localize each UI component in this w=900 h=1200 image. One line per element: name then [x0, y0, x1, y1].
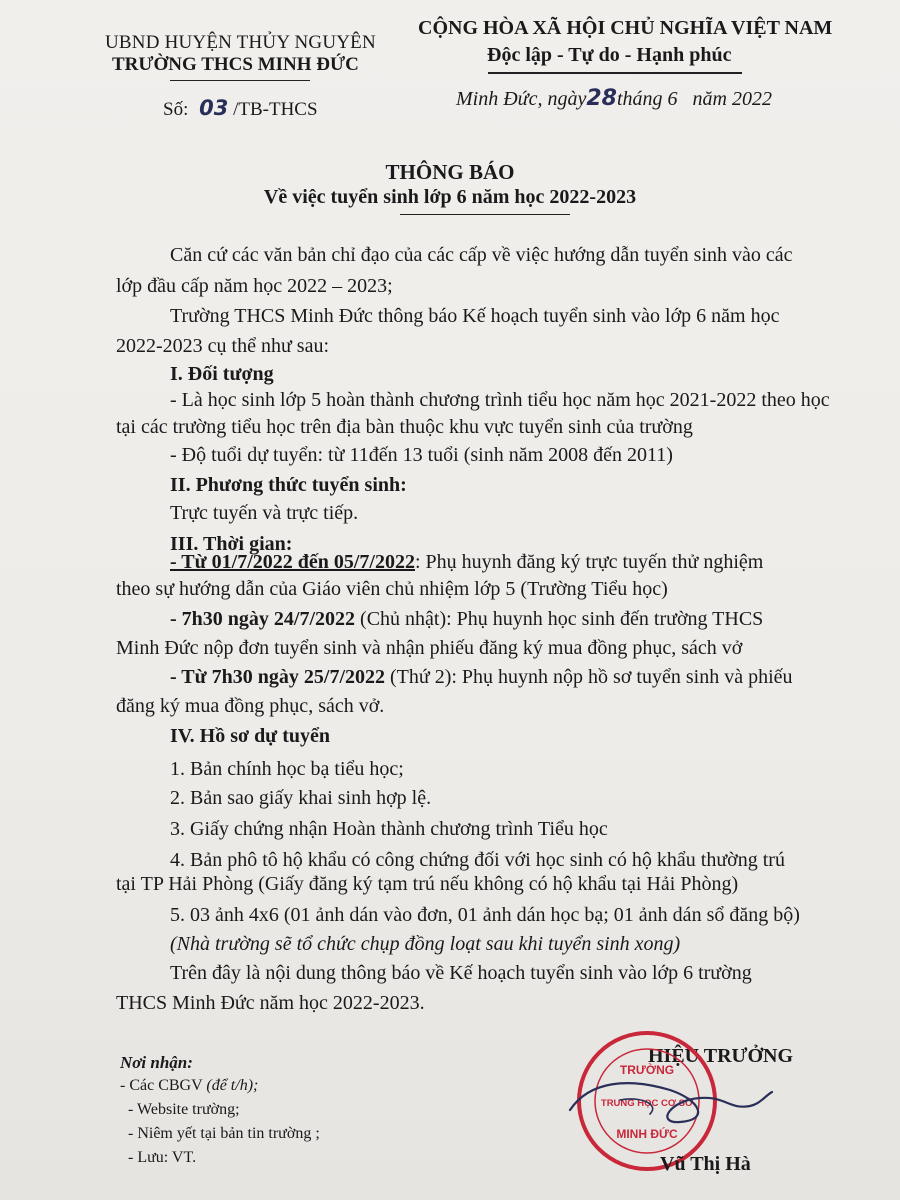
- section-3-item1-line2: theo sự hướng dẫn của Giáo viên chủ nhiệm lớp 5 (Trường Tiểu học): [116, 578, 668, 600]
- document-subtitle: Về việc tuyển sinh lớp 6 năm học 2022-2023: [263, 186, 637, 208]
- closing-line2: THCS Minh Đức năm học 2022-2023.: [116, 992, 425, 1014]
- section-4-item4: 4. Bản phô tô hộ khẩu có công chứng đối với học sinh có hộ khẩu thường trú: [170, 849, 785, 871]
- item1-date: - Từ 01/7/2022 đến 05/7/2022: [170, 551, 415, 573]
- section-3-item3-line2: đăng ký mua đồng phục, sách vở.: [116, 695, 385, 717]
- item2-date: - 7h30 ngày 24/7/2022: [170, 608, 356, 630]
- section-2-line1: Trực tuyến và trực tiếp.: [170, 502, 359, 524]
- section-3-item2: [170, 608, 763, 631]
- item3-date: - Từ 7h30 ngày 25/7/2022: [170, 666, 385, 688]
- reference-prefix: Số:: [163, 99, 189, 120]
- issuer-school: TRƯỜNG THCS MINH ĐỨC: [112, 54, 359, 75]
- subtitle-underline: [400, 214, 570, 215]
- intro-p2-line2: 2022-2023 cụ thể như sau:: [116, 335, 330, 357]
- handwritten-signature: [560, 1060, 780, 1140]
- section-4-heading: IV. Hồ sơ dự tuyển: [170, 725, 330, 747]
- intro-p2-line1: Trường THCS Minh Đức thông báo Kế hoạch tuyển sinh vào lớp 6 năm học: [170, 305, 780, 327]
- reference-handwritten-number: 03: [199, 96, 229, 120]
- section-3-item3: [170, 666, 793, 689]
- item1-text: : Phụ huynh đăng ký trực tuyến thử nghiệm: [415, 551, 764, 573]
- motto-underline: [488, 72, 742, 74]
- date-prefix: Minh Đức, ngày: [456, 88, 587, 110]
- reference-number: [163, 96, 318, 121]
- reference-suffix: /TB-THCS: [233, 99, 318, 120]
- section-1-line1: - Là học sinh lớp 5 hoàn thành chương trình tiểu học năm học 2021-2022 theo học: [170, 389, 830, 411]
- seal-text-bottom: MINH ĐỨC: [616, 1127, 678, 1141]
- recipient-1-note: (để t/h);: [206, 1077, 259, 1094]
- seal-text-middle: TRUNG HỌC CƠ SỞ: [600, 1098, 694, 1109]
- recipient-1-text: - Các CBGV: [120, 1077, 203, 1094]
- section-4-note: (Nhà trường sẽ tổ chức chụp đồng loạt sau khi tuyển sinh xong): [170, 933, 681, 955]
- section-4-item5: 5. 03 ảnh 4x6 (01 ảnh dán vào đơn, 01 ảnh dán học bạ; 01 ảnh dán sổ đăng bộ): [170, 904, 800, 926]
- signature-role: HIỆU TRƯỞNG: [648, 1045, 794, 1067]
- recipient-4: - Lưu: VT.: [128, 1149, 197, 1166]
- section-3-item2-line2: Minh Đức nộp đơn tuyển sinh và nhận phiếu đăng ký mua đồng phục, sách vở: [116, 637, 743, 659]
- section-4-item2: 2. Bản sao giấy khai sinh hợp lệ.: [170, 787, 432, 809]
- issuer-underline: [170, 80, 310, 81]
- issue-date: [456, 86, 772, 111]
- item2-text: (Chủ nhật): Phụ huynh học sinh đến trường THCS: [355, 608, 764, 630]
- issuer-authority: UBND HUYỆN THỦY NGUYÊN: [105, 32, 376, 53]
- recipient-2: - Website trường;: [128, 1101, 240, 1118]
- section-4-item1: 1. Bản chính học bạ tiểu học;: [170, 758, 404, 780]
- section-2-heading: II. Phương thức tuyển sinh:: [170, 474, 407, 496]
- national-motto: Độc lập - Tự do - Hạnh phúc: [487, 44, 732, 66]
- seal-text-top: TRƯỜNG: [619, 1063, 675, 1077]
- recipients-heading: Nơi nhận:: [120, 1053, 193, 1072]
- intro-p1-line1: Căn cứ các văn bản chỉ đạo của các cấp về việc hướng dẫn tuyển sinh vào các: [170, 244, 793, 266]
- section-1-line3: - Độ tuổi dự tuyển: từ 11đến 13 tuổi (sinh năm 2008 đến 2011): [170, 444, 673, 466]
- date-month: tháng 6: [616, 88, 678, 110]
- document-title: THÔNG BÁO: [385, 160, 515, 184]
- section-3-heading: III. Thời gian:: [170, 533, 293, 555]
- recipient-3: - Niêm yết tại bản tin trường ;: [128, 1125, 320, 1142]
- date-handwritten-day: 28: [586, 86, 617, 111]
- section-3-item1: [170, 551, 763, 574]
- intro-p1-line2: lớp đầu cấp năm học 2022 – 2023;: [116, 275, 393, 297]
- closing-line1: Trên đây là nội dung thông báo về Kế hoạch tuyển sinh vào lớp 6 trường: [170, 962, 752, 984]
- section-1-heading: I. Đối tượng: [170, 363, 274, 385]
- section-1-line2: tại các trường tiểu học trên địa bàn thuộc khu vực tuyển sinh của trường: [116, 416, 693, 438]
- item3-text: (Thứ 2): Phụ huynh nộp hồ sơ tuyển sinh và phiếu: [385, 666, 793, 688]
- date-year: năm 2022: [692, 88, 772, 110]
- recipient-1: [120, 1077, 258, 1095]
- signatory-name: Vũ Thị Hà: [660, 1153, 751, 1175]
- national-title: CỘNG HÒA XÃ HỘI CHỦ NGHĨA VIỆT NAM: [418, 17, 833, 39]
- section-4-item3: 3. Giấy chứng nhận Hoàn thành chương trình Tiểu học: [170, 818, 608, 840]
- section-4-item4-line2: tại TP Hải Phòng (Giấy đăng ký tạm trú nếu không có hộ khẩu tại Hải Phòng): [116, 873, 739, 895]
